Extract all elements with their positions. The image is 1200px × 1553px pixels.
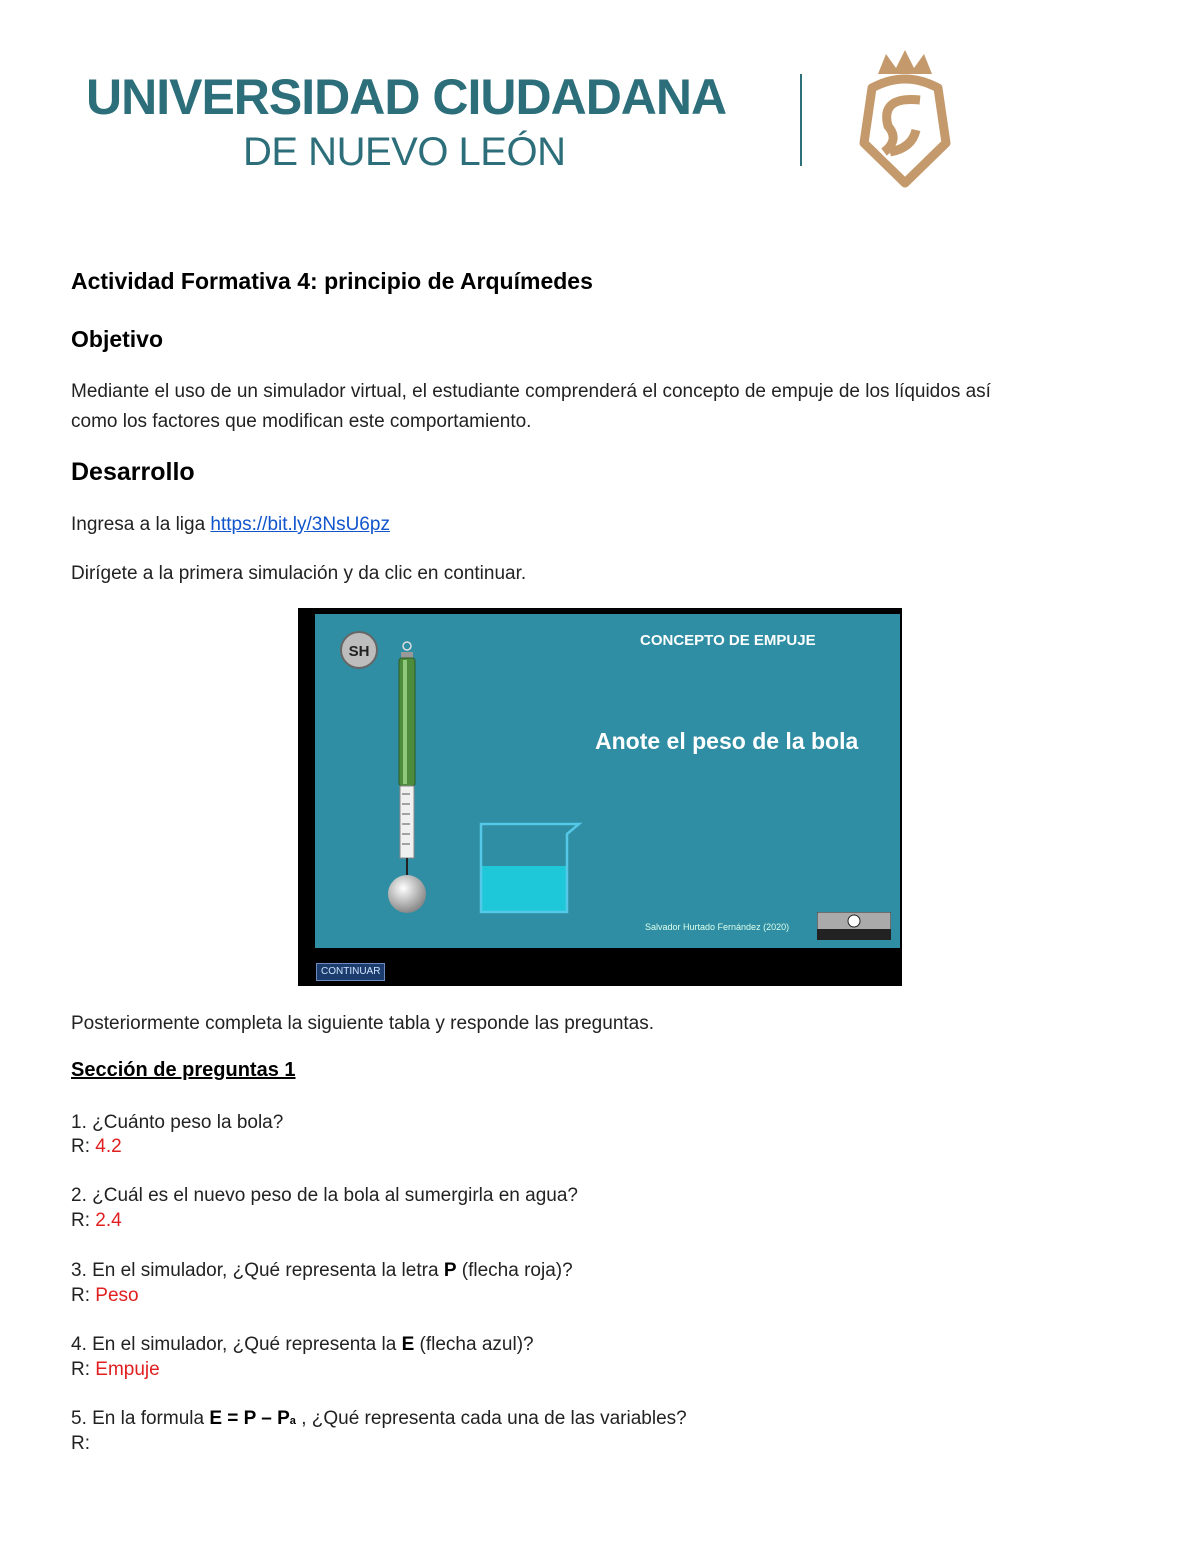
question-3-suffix: (flecha roja)? — [456, 1260, 573, 1281]
sh-logo-text: SH — [348, 643, 370, 660]
simulator-link[interactable]: https://bit.ly/3NsU6pz — [210, 514, 390, 535]
after-image-text: Posteriormente completa la siguiente tabla y responde las preguntas. — [71, 1013, 655, 1034]
crest-icon — [850, 48, 960, 193]
section-heading: Sección de preguntas 1 — [71, 1059, 296, 1081]
question-3-text: 3. En el simulador, ¿Qué representa la letra — [71, 1260, 444, 1281]
objective-text-line2: como los factores que modifican este comportamiento. — [71, 411, 532, 432]
simulator-header: CONCEPTO DE EMPUJE — [640, 632, 816, 649]
dynamometer-icon — [383, 638, 443, 918]
answer-5 — [71, 1433, 90, 1455]
question-5 — [71, 1408, 687, 1430]
answer-1 — [71, 1136, 122, 1158]
simulator-instruction: Anote el peso de la bola — [595, 728, 859, 754]
question-5-formula-subscript: a — [289, 1415, 296, 1427]
simulator-screen — [315, 614, 900, 948]
university-name: UNIVERSIDAD CIUDADANA — [86, 69, 727, 125]
answer-2 — [71, 1210, 122, 1232]
answer-1-value: 4.2 — [95, 1136, 122, 1157]
question-4-variable: E — [401, 1334, 415, 1355]
development-heading: Desarrollo — [71, 458, 195, 486]
continue-button[interactable]: CONTINUAR — [316, 963, 385, 981]
answer-2-value: 2.4 — [95, 1210, 122, 1231]
answer-4-value: Empuje — [95, 1359, 160, 1380]
answer-prefix: R: — [71, 1285, 96, 1306]
simulator-credit: Salvador Hurtado Fernández (2020) — [645, 922, 790, 932]
question-4-text: 4. En el simulador, ¿Qué representa la — [71, 1334, 402, 1355]
question-3 — [71, 1260, 573, 1282]
question-3-variable: P — [443, 1260, 457, 1281]
simulator-screenshot — [298, 608, 902, 986]
beaker-icon — [477, 820, 587, 920]
answer-4 — [71, 1359, 160, 1381]
document-title: Actividad Formativa 4: principio de Arquímedes — [71, 268, 593, 294]
university-subtitle: DE NUEVO LEÓN — [243, 130, 566, 174]
link-paragraph — [71, 514, 390, 536]
link-prefix: Ingresa a la liga — [71, 514, 211, 535]
objective-heading: Objetivo — [71, 326, 164, 352]
question-4-suffix: (flecha azul)? — [414, 1334, 534, 1355]
answer-prefix: R: — [71, 1433, 90, 1454]
answer-3-value: Peso — [95, 1285, 139, 1306]
license-badge-icon — [817, 912, 891, 940]
question-1: 1. ¿Cuánto peso la bola? — [71, 1112, 284, 1133]
answer-3 — [71, 1285, 139, 1307]
sh-logo-icon — [339, 630, 379, 670]
objective-text-line1: Mediante el uso de un simulador virtual, el estudiante comprenderá el concepto de empuje de los líquidos así — [71, 381, 991, 402]
answer-prefix: R: — [71, 1136, 96, 1157]
question-5-formula: E = P – P — [209, 1408, 290, 1429]
logo-divider — [800, 74, 802, 166]
question-2: 2. ¿Cuál es el nuevo peso de la bola al sumergirla en agua? — [71, 1185, 578, 1206]
answer-prefix: R: — [71, 1210, 96, 1231]
question-5-text: 5. En la formula — [71, 1408, 210, 1429]
question-4 — [71, 1334, 534, 1356]
question-5-suffix: , ¿Qué representa cada una de las variables? — [295, 1408, 687, 1429]
answer-prefix: R: — [71, 1359, 96, 1380]
instruction-text: Dirígete a la primera simulación y da clic en continuar. — [71, 563, 527, 584]
